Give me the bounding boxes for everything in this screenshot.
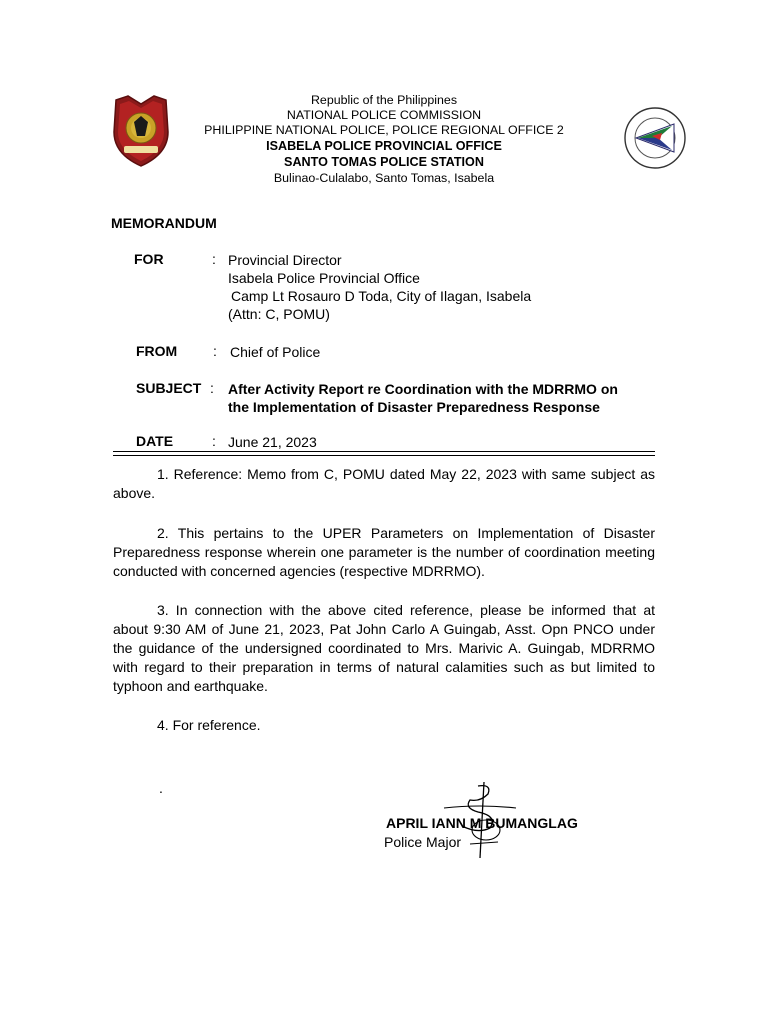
subject-colon: : (210, 380, 214, 396)
subject-line-2: the Implementation of Disaster Preparedness Response (228, 399, 600, 415)
date-value: June 21, 2023 (228, 434, 317, 450)
subject-line-1: After Activity Report re Coordination with the MDRRMO on (228, 381, 618, 397)
header-napolcom: NATIONAL POLICE COMMISSION (286, 108, 482, 122)
date-label: DATE (136, 433, 174, 449)
signatory-rank: Police Major (384, 834, 462, 850)
for-line-1: Provincial Director (228, 252, 342, 268)
for-line-2: Isabela Police Provincial Office (228, 270, 420, 286)
subject-label: SUBJECT (136, 380, 202, 396)
memo-title: MEMORANDUM (111, 215, 217, 231)
paragraph-1: 1. Reference: Memo from C, POMU dated May 22, 2023 with same subject as above. (113, 466, 655, 501)
from-colon: : (213, 343, 217, 359)
header-station: SANTO TOMAS POLICE STATION (284, 155, 484, 169)
header-ippo: ISABELA POLICE PROVINCIAL OFFICE (266, 139, 502, 153)
header-address: Bulinao-Culalabo, Santo Tomas, Isabela (273, 171, 495, 185)
paragraph-3: 3. In connection with the above cited reference, please be informed that at about 9:30 AM of June 21, 2023, Pat John Carlo A Guingab, Asst. Opn PNCO under the guidance of the undersigned coordinated to Mrs. Marivic A. Guingab, MDRRMO with regard to their preparation in terms of natural calamities such as but limited to typhoon and earthquake. (113, 602, 655, 694)
from-label: FROM (136, 343, 178, 359)
for-line-4: (Attn: C, POMU) (228, 306, 330, 322)
for-colon: : (212, 251, 216, 267)
signatory-name: APRIL IANN M BUMANGLAG (386, 815, 578, 831)
for-line-3: Camp Lt Rosauro D Toda, City of Ilagan, Isabela (231, 288, 532, 304)
divider-rule-bottom (113, 455, 655, 456)
paragraph-4: 4. For reference. (157, 717, 261, 733)
from-value: Chief of Police (230, 344, 321, 360)
stray-dot: . (159, 780, 163, 796)
sto-tomas-police-station-seal-icon (614, 106, 696, 170)
header-republic: Republic of the Philippines (310, 93, 458, 107)
divider-rule-top (113, 451, 655, 452)
for-label: FOR (134, 251, 164, 267)
header-pnp-pro2: PHILIPPINE NATIONAL POLICE, POLICE REGIONAL OFFICE 2 (204, 123, 564, 137)
paragraph-2: 2. This pertains to the UPER Parameters on Implementation of Disaster Preparedness response wherein one parameter is the number of coordination meeting conducted with concerned agencies (respective MDRRMO). (113, 525, 655, 579)
pnp-seal-icon (110, 92, 172, 168)
date-colon: : (212, 433, 216, 449)
